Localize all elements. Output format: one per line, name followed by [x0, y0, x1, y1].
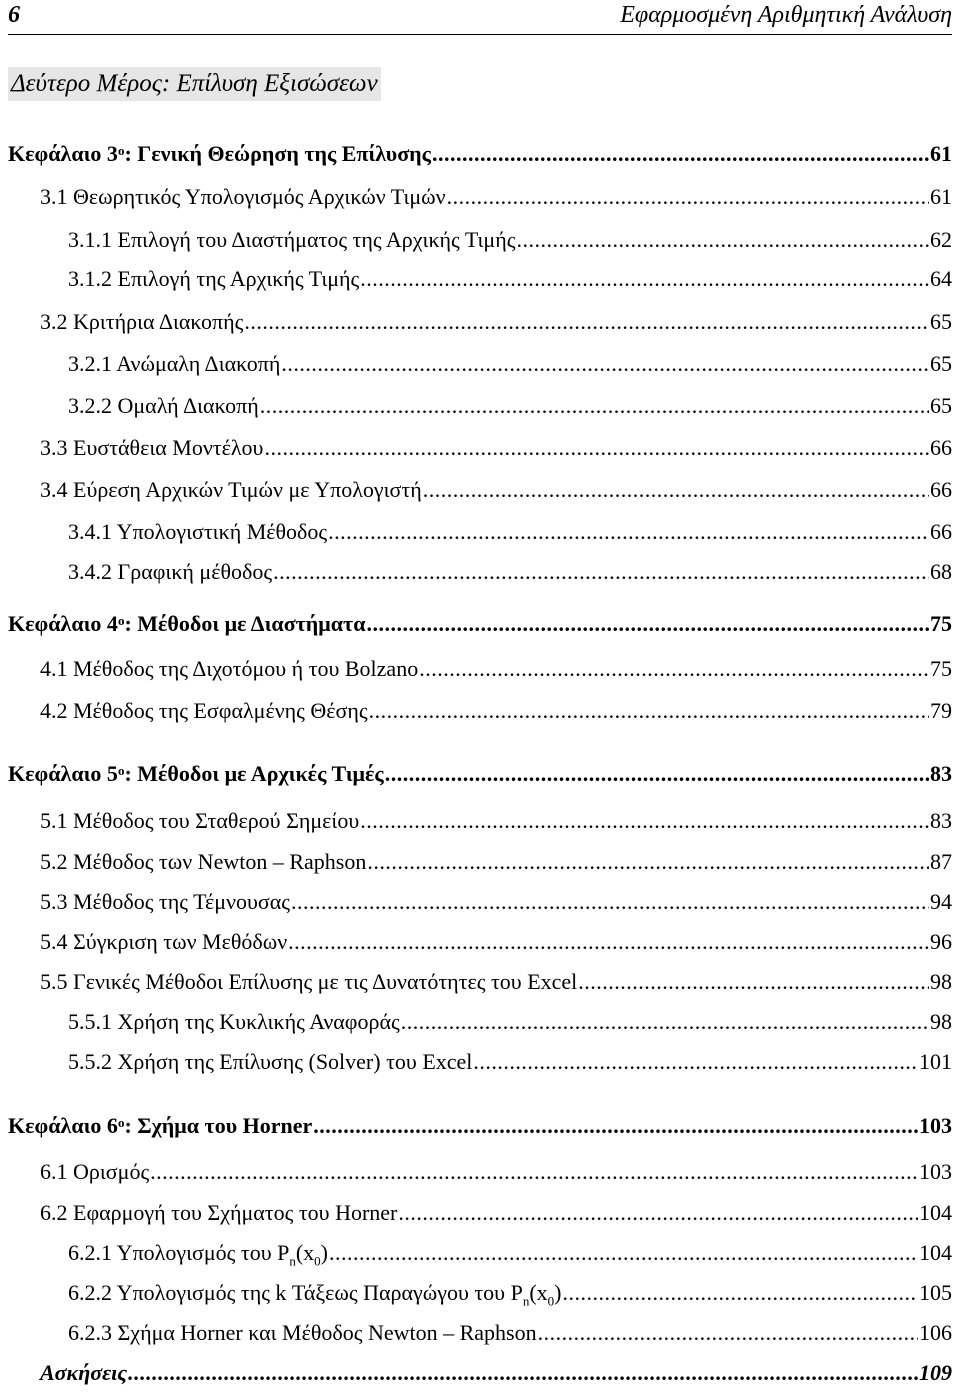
toc-entry-title [8, 1112, 312, 1140]
toc-page-number: 106 [919, 1320, 952, 1345]
toc-entry[interactable] [40, 848, 952, 876]
title-text: 3.2 Κριτήρια Διακοπής [40, 309, 244, 334]
toc-entry-title [68, 558, 272, 586]
toc-entry-title [40, 434, 263, 462]
toc-entry[interactable] [68, 265, 952, 293]
title-prefix: Κεφάλαιο 4 [8, 611, 118, 636]
toc-page-number: 66 [930, 435, 952, 460]
toc-page-number: 66 [930, 477, 952, 502]
toc-page-number: 65 [930, 351, 952, 376]
title-text: 5.2 Μέθοδος των Newton – Raphson [40, 849, 367, 874]
toc-page-number: 83 [930, 808, 952, 833]
title-text: 4.2 Μέθοδος της Εσφαλμένης Θέσης [40, 698, 368, 723]
dot-leader [385, 760, 929, 788]
title-text: 5.5.1 Χρήση της Κυκλικής Αναφοράς [68, 1009, 400, 1034]
toc-page-number: 65 [930, 309, 952, 334]
title-text: 3.4.2 Γραφική μέθοδος [68, 559, 273, 584]
toc-entry-title [40, 1158, 149, 1186]
toc-chapter-entry[interactable] [8, 1112, 952, 1140]
subscript-zero: 0 [314, 1253, 321, 1269]
toc-entry[interactable] [40, 1199, 952, 1227]
toc-page-number: 109 [919, 1360, 952, 1385]
toc-page-number: 62 [930, 227, 952, 252]
title-mid: (x [529, 1280, 548, 1305]
toc-entry[interactable] [68, 1279, 952, 1315]
title-mid: (x [295, 1240, 315, 1265]
toc-entry[interactable] [40, 1359, 952, 1387]
toc-entry[interactable] [40, 697, 952, 725]
ordinal-superscript: ο [117, 1115, 125, 1130]
dot-leader [360, 807, 929, 835]
title-text: 4.1 Μέθοδος της Διχοτόμου ή του Bolzano [40, 656, 419, 681]
toc-entry[interactable] [68, 558, 952, 586]
toc-entry-title [40, 697, 368, 725]
toc-chapter-entry[interactable] [8, 610, 952, 638]
toc-page-number: 98 [930, 969, 952, 994]
dot-leader [288, 928, 929, 956]
page-header [8, 0, 952, 35]
toc-entry-title [68, 265, 359, 293]
dot-leader [328, 518, 929, 546]
title-prefix: 6.2.2 Υπολογισμός της k Τάξεως Παραγώγου του P [68, 1280, 523, 1305]
dot-leader [273, 558, 929, 586]
toc-entry[interactable] [68, 518, 952, 546]
toc-entry-title [40, 968, 577, 996]
dot-leader [264, 434, 929, 462]
title-prefix: 6.2.1 Υπολογισμός του P [68, 1240, 290, 1265]
toc-page-number: 83 [930, 761, 952, 786]
toc-entry-title [40, 1199, 397, 1227]
dot-leader [419, 655, 929, 683]
dot-leader [291, 888, 929, 916]
toc-page-number: 61 [930, 141, 952, 166]
part-title: Δεύτερο Μέρος: Επίλυση Εξισώσεων [8, 67, 381, 101]
dot-leader [516, 226, 929, 254]
dot-leader [128, 1359, 918, 1387]
toc-entry-title [68, 1239, 328, 1275]
toc-entry[interactable] [40, 655, 952, 683]
toc-entry[interactable] [40, 434, 952, 462]
toc-entry-title [40, 183, 446, 211]
dot-leader [366, 610, 929, 638]
toc-entry-title [40, 308, 243, 336]
dot-leader [329, 1239, 918, 1267]
ordinal-superscript: ο [117, 143, 125, 158]
title-text: 5.5.2 Χρήση της Επίλυσης (Solver) του Excel [68, 1049, 473, 1074]
dot-leader [447, 183, 929, 211]
subscript-n: n [522, 1293, 530, 1309]
title-text: 5.3 Μέθοδος της Τέμνουσας [40, 889, 290, 914]
subscript-zero: 0 [547, 1293, 555, 1309]
toc-page-number: 103 [919, 1113, 952, 1138]
dot-leader [432, 140, 929, 168]
dot-leader [423, 476, 929, 504]
title-text: 3.4.1 Υπολογιστική Μέθοδος [68, 519, 328, 544]
dot-leader [244, 308, 929, 336]
dot-leader [562, 1279, 918, 1307]
dot-leader [150, 1158, 918, 1186]
toc-entry-title [40, 655, 418, 683]
toc-entry-title [68, 226, 515, 254]
title-prefix: Κεφάλαιο 3 [8, 141, 118, 166]
toc-entry-title [40, 848, 366, 876]
title-text: 6.2.3 Σχήμα Horner και Μέθοδος Newton – Raphson [68, 1320, 537, 1345]
title-text: 6.1 Ορισμός [40, 1159, 150, 1184]
toc-entry[interactable] [40, 928, 952, 956]
toc-page-number: 79 [930, 698, 952, 723]
toc-page-number: 66 [930, 519, 952, 544]
toc-entry[interactable] [40, 968, 952, 996]
toc-entry-title [40, 928, 287, 956]
toc-page-number: 75 [930, 611, 952, 636]
dot-leader [369, 697, 929, 725]
subscript-n: n [289, 1253, 296, 1269]
toc-chapter-entry[interactable] [8, 140, 952, 168]
dot-leader [360, 265, 929, 293]
dot-leader [260, 392, 929, 420]
dot-leader [538, 1319, 918, 1347]
title-text: 3.2.1 Ανώμαλη Διακοπή [68, 351, 281, 376]
toc-entry[interactable] [40, 308, 952, 336]
toc-entry-title [8, 610, 365, 638]
toc-entry-title [8, 760, 384, 788]
toc-page-number: 96 [930, 929, 952, 954]
toc-entry[interactable] [68, 350, 952, 378]
toc-entry[interactable] [68, 392, 952, 420]
toc-entry-title [68, 350, 280, 378]
toc-page-number: 65 [930, 393, 952, 418]
title-text: : Μέθοδοι με Αρχικές Τιμές [124, 761, 384, 786]
toc-entry-title [40, 888, 290, 916]
toc-entry-title [40, 1359, 127, 1387]
title-text: 6.2 Εφαρμογή του Σχήματος του Horner [40, 1200, 398, 1225]
toc-page-number: 103 [919, 1159, 952, 1184]
toc-page-number: 101 [919, 1049, 952, 1074]
toc-page-number: 61 [930, 184, 952, 209]
toc-chapter-entry[interactable] [8, 760, 952, 788]
toc-entry-title [40, 807, 359, 835]
title-prefix: Κεφάλαιο 6 [8, 1113, 118, 1138]
ordinal-superscript: ο [117, 613, 125, 628]
toc-entry[interactable] [40, 476, 952, 504]
title-text: 5.1 Μέθοδος του Σταθερού Σημείου [40, 808, 360, 833]
dot-leader [578, 968, 929, 996]
toc-entry[interactable] [68, 1319, 952, 1347]
toc-page-number: 68 [930, 559, 952, 584]
toc-page-number: 64 [930, 266, 952, 291]
toc-page-number: 87 [930, 849, 952, 874]
toc-entry-title [68, 392, 259, 420]
title-text: : Μέθοδοι με Διαστήματα [124, 611, 366, 636]
toc-page-number: 75 [930, 656, 952, 681]
toc-entry-title [68, 1319, 537, 1347]
title-text: 3.1 Θεωρητικός Υπολογισμός Αρχικών Τιμών [40, 184, 446, 209]
dot-leader [473, 1048, 918, 1076]
page-number: 6 [8, 2, 20, 28]
toc-entry-title [68, 1279, 561, 1315]
toc-page-number: 104 [919, 1240, 952, 1265]
dot-leader [367, 848, 929, 876]
dot-leader [401, 1008, 929, 1036]
toc-entry-title [68, 1048, 472, 1076]
toc-entry[interactable] [68, 1048, 952, 1076]
title-prefix: Κεφάλαιο 5 [8, 761, 118, 786]
title-text: ) [554, 1280, 562, 1305]
dot-leader [398, 1199, 918, 1227]
title-text: 3.1.1 Επιλογή του Διαστήματος της Αρχικής Τιμής [68, 227, 516, 252]
toc-entry-title [8, 140, 431, 168]
title-text: 3.3 Ευστάθεια Μοντέλου [40, 435, 264, 460]
title-text: 5.4 Σύγκριση των Μεθόδων [40, 929, 288, 954]
toc-entry-title [68, 1008, 400, 1036]
toc-entry-title [68, 518, 327, 546]
dot-leader [313, 1112, 918, 1140]
book-title: Εφαρμοσμένη Αριθμητική Ανάλυση [620, 2, 952, 28]
title-text: ) [320, 1240, 328, 1265]
toc-entry[interactable] [40, 888, 952, 916]
toc-entry[interactable] [68, 1008, 952, 1036]
toc-entry-title [40, 476, 422, 504]
toc-page-number: 104 [919, 1200, 952, 1225]
ordinal-superscript: ο [117, 763, 125, 778]
title-text: 3.4 Εύρεση Αρχικών Τιμών με Υπολογιστή [40, 477, 422, 502]
toc-page-number: 98 [930, 1009, 952, 1034]
dot-leader [281, 350, 929, 378]
toc-entry[interactable] [40, 1158, 952, 1186]
toc-entry[interactable] [68, 1239, 952, 1275]
title-text: 3.2.2 Ομαλή Διακοπή [68, 393, 259, 418]
toc-page-number: 105 [919, 1280, 952, 1305]
title-text: : Σχήμα του Horner [124, 1113, 313, 1138]
title-text: Ασκήσεις [40, 1360, 128, 1385]
toc-page-number: 94 [930, 889, 952, 914]
title-text: 5.5 Γενικές Μέθοδοι Επίλυσης με τις Δυνατότητες του Excel [40, 969, 578, 994]
title-text: : Γενική Θεώρηση της Επίλυσης [124, 141, 431, 166]
toc-entry[interactable] [40, 807, 952, 835]
title-text: 3.1.2 Επιλογή της Αρχικής Τιμής [68, 266, 360, 291]
toc-entry[interactable] [40, 183, 952, 211]
toc-entry[interactable] [68, 226, 952, 254]
